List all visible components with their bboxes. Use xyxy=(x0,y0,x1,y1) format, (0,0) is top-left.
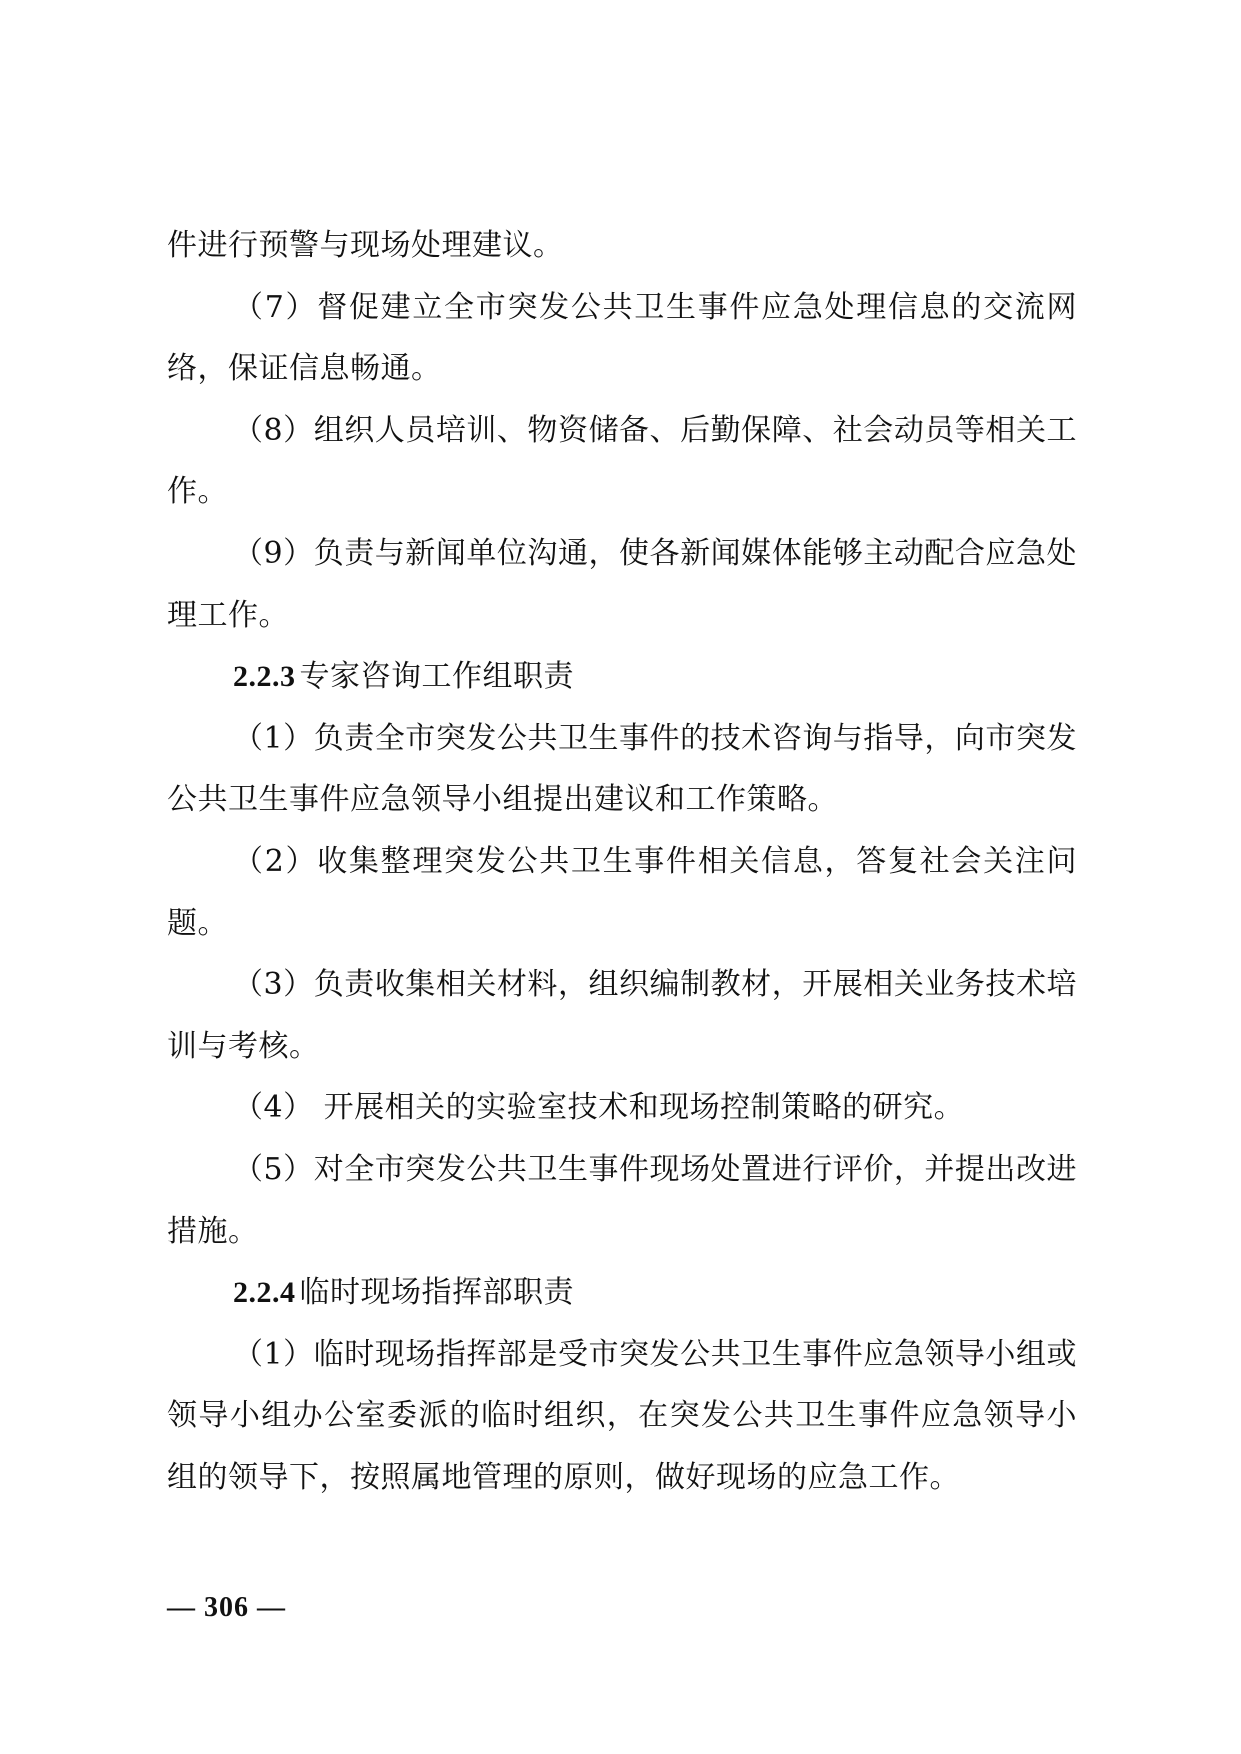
section-heading-2-2-3 xyxy=(167,646,1077,708)
list-item-2: （2）收集整理突发公共卫生事件相关信息，答复社会关注问题。 xyxy=(167,843,1077,941)
section-number: 2.2.4 xyxy=(233,1276,296,1310)
section-title: 临时现场指挥部职责 xyxy=(299,1275,574,1311)
list-item-3: （3）负责收集相关材料，组织编制教材，开展相关业务技术培训与考核。 xyxy=(167,967,1077,1064)
list-item-1: （1）负责全市突发公共卫生事件的技术咨询与指导，向市突发公共卫生事件应急领导小组提出建议和工作策略。 xyxy=(167,720,1077,818)
section-number: 2.2.3 xyxy=(233,660,296,694)
document-body xyxy=(167,215,1077,1508)
section-heading-2-2-4 xyxy=(167,1262,1077,1324)
list-item-9: （9）负责与新闻单位沟通，使各新闻媒体能够主动配合应急处理工作。 xyxy=(167,535,1077,633)
list-item-5: （5）对全市突发公共卫生事件现场处置进行评价，并提出改进措施。 xyxy=(167,1151,1077,1249)
section-title: 专家咨询工作组职责 xyxy=(299,659,574,695)
list-item-4: （4） 开展相关的实验室技术和现场控制策略的研究。 xyxy=(233,1090,965,1126)
list-item-7: （7）督促建立全市突发公共卫生事件应急处理信息的交流网络，保证信息畅通。 xyxy=(167,289,1077,387)
paragraph-continuation: 件进行预警与现场处理建议。 xyxy=(167,228,564,263)
list-item-8: （8）组织人员培训、物资储备、后勤保障、社会动员等相关工作。 xyxy=(167,412,1077,510)
page-number: — 306 — xyxy=(167,1592,286,1623)
list-item-1: （1）临时现场指挥部是受市突发公共卫生事件应急领导小组或领导小组办公室委派的临时组织，在突发公共卫生事件应急领导小组的领导下，按照属地管理的原则，做好现场的应急工作。 xyxy=(167,1336,1077,1495)
